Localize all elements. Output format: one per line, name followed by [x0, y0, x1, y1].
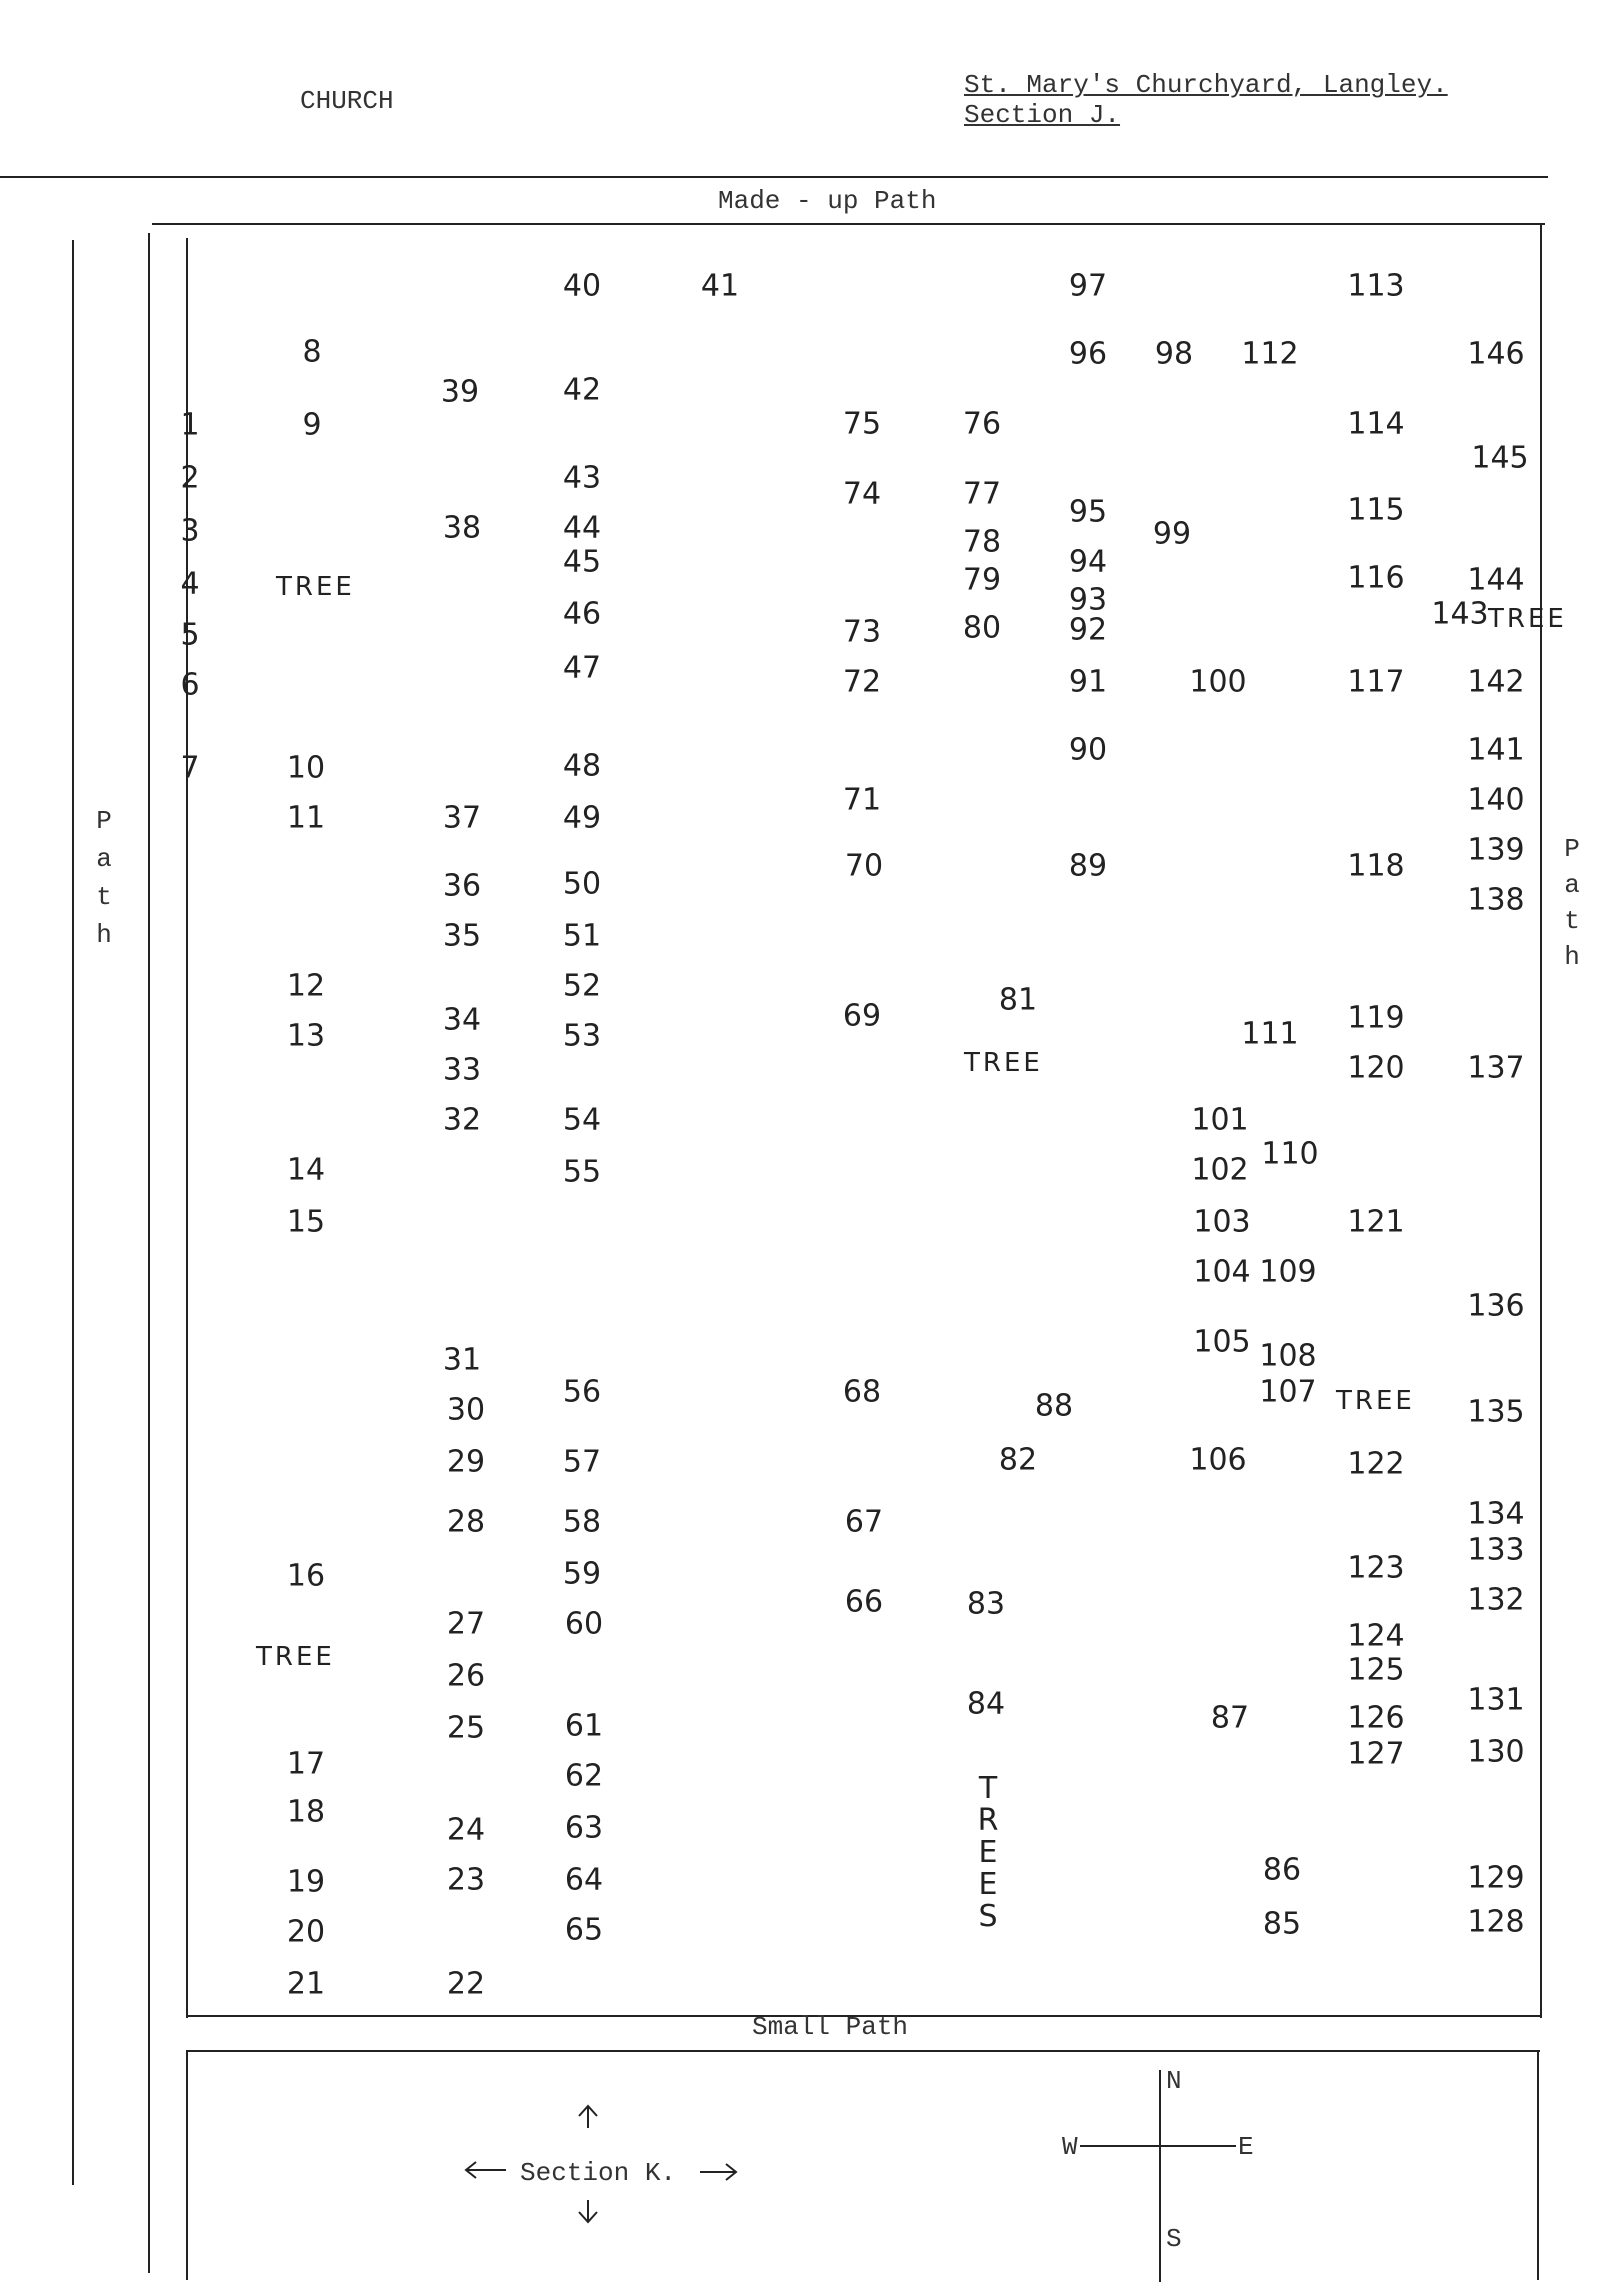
- grave-plot-number: 107: [1259, 1374, 1317, 1410]
- grave-plot-number: 139: [1467, 832, 1525, 868]
- grave-plot-number: 88: [1034, 1388, 1074, 1424]
- grave-plot-number: 124: [1347, 1618, 1405, 1654]
- grave-plot-number: 80: [962, 610, 1002, 646]
- grave-plot-number: 39: [440, 374, 480, 410]
- grave-plot-number: 40: [562, 268, 602, 304]
- grave-plot-number: 32: [442, 1102, 482, 1138]
- grave-plot-number: 51: [562, 918, 602, 954]
- grave-plot-number: 105: [1193, 1324, 1251, 1360]
- grave-plot-number: 5: [180, 617, 200, 653]
- grave-plot-number: 45: [562, 544, 602, 580]
- grave-plot-number: 68: [842, 1374, 882, 1410]
- grave-plot-number: 24: [446, 1812, 486, 1848]
- grave-plot-number: 52: [562, 968, 602, 1004]
- grave-plot-number: 50: [562, 866, 602, 902]
- grave-plot-number: 23: [446, 1862, 486, 1898]
- grave-plot-number: 21: [286, 1966, 326, 2002]
- grave-plot-number: 120: [1347, 1050, 1405, 1086]
- grave-plot-number: 134: [1467, 1496, 1525, 1532]
- right-path-letter: t: [1564, 906, 1580, 936]
- grave-plot-number: 11: [286, 800, 326, 836]
- grave-plot-number: 53: [562, 1018, 602, 1054]
- grave-plot-number: 59: [562, 1556, 602, 1592]
- grave-plot-number: 141: [1467, 732, 1525, 768]
- grave-plot-number: 8: [302, 334, 322, 370]
- grave-plot-number: 66: [844, 1584, 884, 1620]
- grave-plot-number: 79: [962, 562, 1002, 598]
- tree-label: TREE: [1488, 604, 1567, 634]
- grave-plot-number: 140: [1467, 782, 1525, 818]
- grave-plot-number: 84: [966, 1686, 1006, 1722]
- grave-plot-number: 64: [564, 1862, 604, 1898]
- grave-plot-number: 44: [562, 510, 602, 546]
- grave-plot-number: 89: [1068, 848, 1108, 884]
- grave-plot-number: 4: [180, 566, 200, 602]
- grave-plot-number: 16: [286, 1558, 326, 1594]
- grave-plot-number: 87: [1210, 1700, 1250, 1736]
- grave-plot-number: 83: [966, 1586, 1006, 1622]
- grave-plot-number: 133: [1467, 1532, 1525, 1568]
- grave-plot-number: 76: [962, 406, 1002, 442]
- grave-plot-number: 13: [286, 1018, 326, 1054]
- grave-plot-number: 7: [180, 750, 200, 786]
- grave-plot-number: 93: [1068, 582, 1108, 618]
- grave-plot-number: 25: [446, 1710, 486, 1746]
- grave-plot-number: 35: [442, 918, 482, 954]
- right-path-letter: a: [1564, 870, 1580, 900]
- grave-plot-number: 114: [1347, 406, 1405, 442]
- grave-plot-number: 121: [1347, 1204, 1405, 1240]
- grave-plot-number: 43: [562, 460, 602, 496]
- tree-label: TREE: [964, 1048, 1043, 1078]
- tree-label: TREE: [1336, 1386, 1415, 1416]
- grave-plot-number: 55: [562, 1154, 602, 1190]
- grave-plot-number: 143: [1431, 596, 1489, 632]
- small-path-label: Small Path: [752, 2012, 909, 2042]
- grave-plot-number: 110: [1261, 1136, 1319, 1172]
- grave-plot-number: 137: [1467, 1050, 1525, 1086]
- grave-plot-number: 20: [286, 1914, 326, 1950]
- grave-plot-number: 104: [1193, 1254, 1251, 1290]
- grave-plot-number: 82: [998, 1442, 1038, 1478]
- tree-label: TREE: [276, 572, 355, 602]
- grave-plot-number: 12: [286, 968, 326, 1004]
- grave-plot-number: 111: [1241, 1016, 1299, 1052]
- grave-plot-number: 109: [1259, 1254, 1317, 1290]
- grave-plot-number: 33: [442, 1052, 482, 1088]
- grave-plot-number: 115: [1347, 492, 1405, 528]
- grave-plot-number: 26: [446, 1658, 486, 1694]
- section-k-label: Section K.: [520, 2158, 677, 2188]
- trees-letter: E: [978, 1867, 998, 1902]
- grave-plot-number: 135: [1467, 1394, 1525, 1430]
- grave-plot-number: 92: [1068, 612, 1108, 648]
- grave-plot-number: 63: [564, 1810, 604, 1846]
- left-path-letter: t: [96, 882, 112, 912]
- grave-plot-number: 74: [842, 476, 882, 512]
- grave-plot-number: 31: [442, 1342, 482, 1378]
- grave-plot-number: 102: [1191, 1152, 1249, 1188]
- grave-plot-number: 145: [1471, 440, 1529, 476]
- trees-letter: E: [978, 1835, 998, 1870]
- grave-plot-number: 1: [180, 407, 200, 443]
- grave-plot-number: 127: [1347, 1736, 1405, 1772]
- grave-plot-number: 112: [1241, 336, 1299, 372]
- grave-plot-number: 144: [1467, 562, 1525, 598]
- grave-plot-number: 67: [844, 1504, 884, 1540]
- grave-plot-number: 28: [446, 1504, 486, 1540]
- grave-plot-number: 30: [446, 1392, 486, 1428]
- compass-south: S: [1166, 2224, 1182, 2254]
- grave-plot-number: 27: [446, 1606, 486, 1642]
- grave-plot-number: 77: [962, 476, 1002, 512]
- grave-plot-number: 18: [286, 1794, 326, 1830]
- grave-plot-number: 62: [564, 1758, 604, 1794]
- grave-plot-number: 75: [842, 406, 882, 442]
- tree-label: TREE: [256, 1642, 335, 1672]
- grave-plot-number: 34: [442, 1002, 482, 1038]
- grave-plot-number: 85: [1262, 1906, 1302, 1942]
- grave-plot-number: 81: [998, 982, 1038, 1018]
- grave-plot-number: 73: [842, 614, 882, 650]
- grave-plot-number: 123: [1347, 1550, 1405, 1586]
- grave-plot-number: 100: [1189, 664, 1247, 700]
- trees-letter: R: [977, 1803, 999, 1838]
- grave-plot-number: 98: [1154, 336, 1194, 372]
- grave-plot-number: 126: [1347, 1700, 1405, 1736]
- grave-plot-number: 97: [1068, 268, 1108, 304]
- grave-plot-number: 10: [286, 750, 326, 786]
- grave-plot-number: 69: [842, 998, 882, 1034]
- grave-plot-number: 138: [1467, 882, 1525, 918]
- right-path-letter: h: [1564, 942, 1580, 972]
- grave-plot-number: 19: [286, 1864, 326, 1900]
- grave-plot-number: 132: [1467, 1582, 1525, 1618]
- grave-plot-number: 142: [1467, 664, 1525, 700]
- grave-plot-number: 2: [180, 460, 200, 496]
- grave-plot-number: 57: [562, 1444, 602, 1480]
- grave-plot-number: 129: [1467, 1860, 1525, 1896]
- grave-plot-number: 78: [962, 524, 1002, 560]
- grave-plot-number: 95: [1068, 494, 1108, 530]
- grave-plot-number: 91: [1068, 664, 1108, 700]
- grave-plot-number: 101: [1191, 1102, 1249, 1138]
- grave-plot-number: 17: [286, 1746, 326, 1782]
- trees-letter: S: [978, 1899, 998, 1934]
- grave-plot-number: 42: [562, 372, 602, 408]
- left-path-letter: a: [96, 844, 112, 874]
- grave-plot-number: 119: [1347, 1000, 1405, 1036]
- grave-plot-number: 108: [1259, 1338, 1317, 1374]
- grave-plot-number: 37: [442, 800, 482, 836]
- grave-plot-number: 14: [286, 1152, 326, 1188]
- grave-plot-number: 130: [1467, 1734, 1525, 1770]
- grave-plot-number: 136: [1467, 1288, 1525, 1324]
- grave-plot-number: 117: [1347, 664, 1405, 700]
- grave-plot-number: 48: [562, 748, 602, 784]
- grave-plot-number: 131: [1467, 1682, 1525, 1718]
- grave-plot-number: 99: [1152, 516, 1192, 552]
- grave-plot-number: 94: [1068, 544, 1108, 580]
- grave-plot-number: 22: [446, 1966, 486, 2002]
- grave-plot-number: 6: [180, 667, 200, 703]
- grave-plot-number: 56: [562, 1374, 602, 1410]
- grave-plot-number: 3: [180, 513, 200, 549]
- grave-plot-number: 122: [1347, 1446, 1405, 1482]
- grave-plot-number: 106: [1189, 1442, 1247, 1478]
- grave-plot-number: 70: [844, 848, 884, 884]
- header-churchyard-title: St. Mary's Churchyard, Langley.: [964, 70, 1448, 100]
- grave-plot-number: 90: [1068, 732, 1108, 768]
- right-path-letter: P: [1564, 834, 1580, 864]
- compass-north: N: [1166, 2066, 1182, 2096]
- grave-plot-number: 41: [700, 268, 740, 304]
- grave-plot-number: 118: [1347, 848, 1405, 884]
- grave-plot-number: 128: [1467, 1904, 1525, 1940]
- grave-plot-number: 49: [562, 800, 602, 836]
- grave-plot-number: 113: [1347, 268, 1405, 304]
- grave-plot-number: 86: [1262, 1852, 1302, 1888]
- header-section-title: Section J.: [964, 100, 1121, 130]
- grave-plot-number: 125: [1347, 1652, 1405, 1688]
- grave-plot-number: 146: [1467, 336, 1525, 372]
- grave-plot-number: 60: [564, 1606, 604, 1642]
- left-path-letter: P: [96, 806, 112, 836]
- header-church-label: CHURCH: [300, 86, 394, 116]
- grave-plot-number: 72: [842, 664, 882, 700]
- grave-plot-number: 96: [1068, 336, 1108, 372]
- grave-plot-number: 15: [286, 1204, 326, 1240]
- compass-east: E: [1238, 2132, 1254, 2162]
- grave-plot-number: 61: [564, 1708, 604, 1744]
- grave-plot-number: 29: [446, 1444, 486, 1480]
- grave-plot-number: 36: [442, 868, 482, 904]
- grave-plot-number: 58: [562, 1504, 602, 1540]
- grave-plot-number: 38: [442, 510, 482, 546]
- left-path-letter: h: [96, 920, 112, 950]
- grave-plot-number: 54: [562, 1102, 602, 1138]
- made-up-path-label: Made - up Path: [718, 186, 937, 216]
- grave-plot-number: 47: [562, 650, 602, 686]
- trees-letter: T: [978, 1771, 998, 1806]
- grave-plot-number: 65: [564, 1912, 604, 1948]
- grave-plot-number: 46: [562, 596, 602, 632]
- compass-west: W: [1062, 2132, 1078, 2162]
- grave-plot-number: 71: [842, 782, 882, 818]
- grave-plot-number: 116: [1347, 560, 1405, 596]
- grave-plot-number: 103: [1193, 1204, 1251, 1240]
- grave-plot-number: 9: [302, 407, 322, 443]
